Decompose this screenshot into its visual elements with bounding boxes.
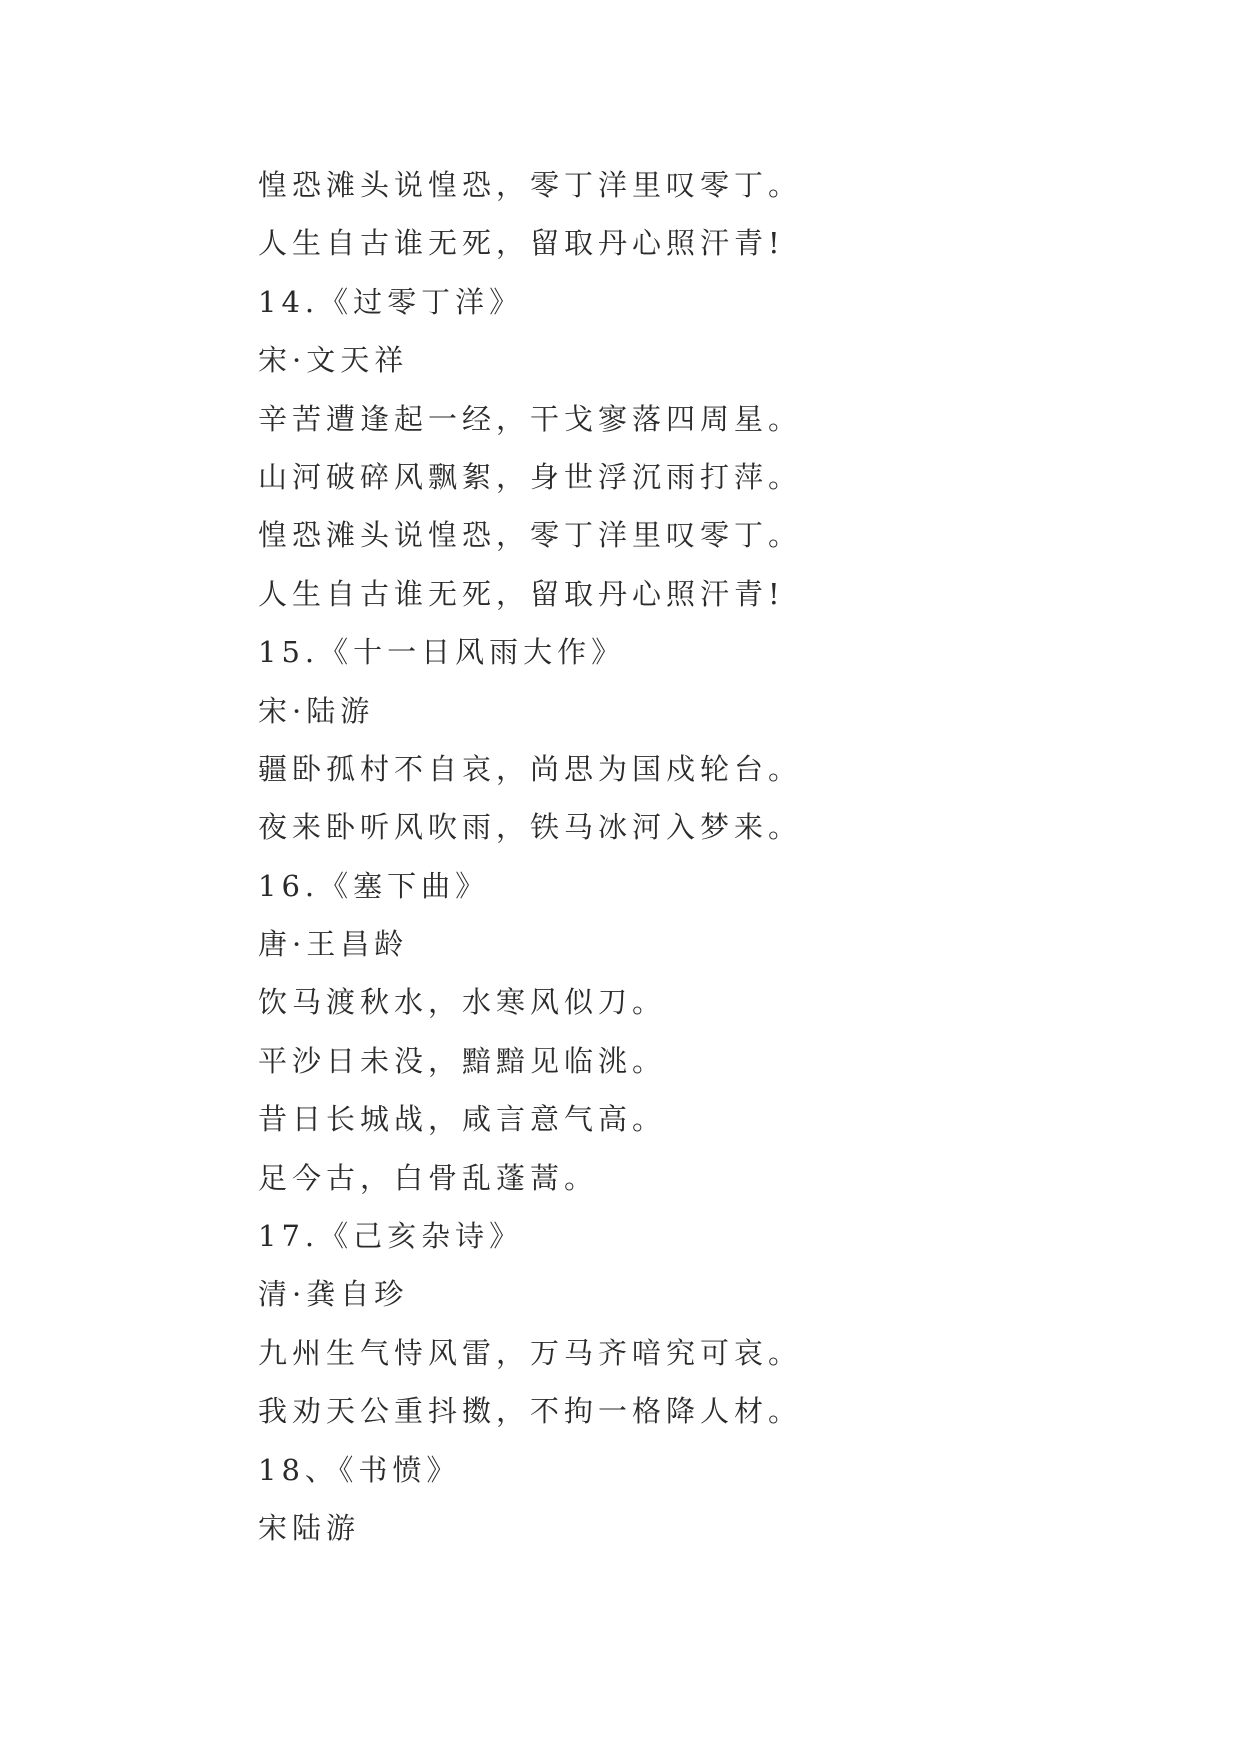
poem-line: 昔日长城战，咸言意气高。 — [258, 1102, 667, 1137]
poem-title: 14.《过零丁洋》 — [258, 284, 524, 319]
poem-author: 宋·陆游 — [258, 693, 375, 728]
poem-title: 17.《己亥杂诗》 — [258, 1219, 524, 1254]
poem-author: 清·龚自珍 — [258, 1277, 409, 1312]
poem-line: 夜来卧听风吹雨，铁马冰河入梦来。 — [258, 810, 803, 845]
poem-text-block — [258, 156, 1158, 1557]
poem-line: 平沙日未没，黯黯见临洮。 — [258, 1043, 667, 1078]
poem-line: 惶恐滩头说惶恐，零丁洋里叹零丁。 — [258, 168, 803, 202]
poem-line: 山河破碎风飘絮，身世浮沉雨打萍。 — [258, 459, 803, 494]
poem-line: 足今古，白骨乱蓬蒿。 — [258, 1160, 599, 1195]
poem-title: 15.《十一日风雨大作》 — [258, 635, 626, 670]
poem-title: 18、《书愤》 — [258, 1452, 461, 1487]
poem-line: 我劝天公重抖擞，不拘一格降人材。 — [258, 1394, 803, 1429]
poem-author: 宋陆游 — [258, 1510, 361, 1545]
poem-line: 人生自古谁无死，留取丹心照汗青! — [258, 226, 785, 261]
poem-line: 九州生气恃风雷，万马齐喑究可哀。 — [258, 1335, 803, 1370]
poem-author: 唐·王昌龄 — [258, 927, 409, 962]
poem-line: 辛苦遭逢起一经，干戈寥落四周星。 — [258, 401, 803, 436]
poem-title: 16.《塞下曲》 — [258, 868, 490, 903]
poem-line: 饮马渡秋水，水寒风似刀。 — [258, 985, 667, 1020]
poem-line: 疆卧孤村不自哀，尚思为国戍轮台。 — [258, 751, 803, 786]
poem-line: 人生自古谁无死，留取丹心照汗青! — [258, 576, 785, 611]
poem-author: 宋·文天祥 — [258, 343, 409, 378]
poem-line: 惶恐滩头说惶恐，零丁洋里叹零丁。 — [258, 518, 803, 553]
